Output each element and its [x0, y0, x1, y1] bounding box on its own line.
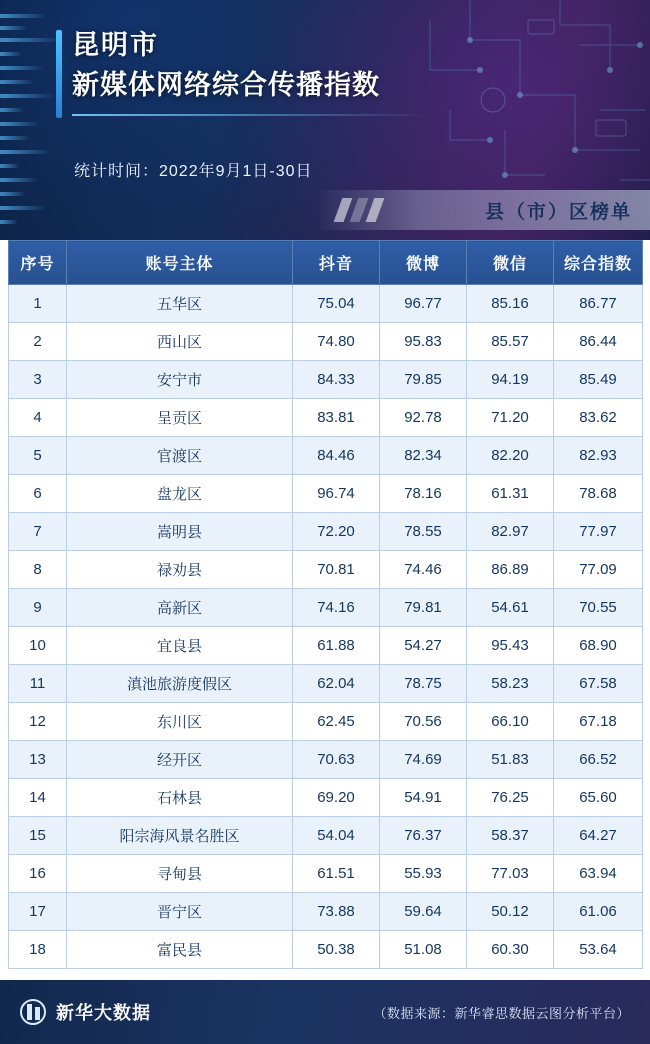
column-header-name: 账号主体	[67, 241, 293, 285]
table-row	[9, 741, 643, 779]
table-row	[9, 931, 643, 969]
cell-weixin: 58.37	[467, 817, 554, 855]
cell-index: 6	[9, 475, 67, 513]
cell-name: 富民县	[67, 931, 293, 969]
cell-weibo: 78.75	[380, 665, 467, 703]
poster-header	[0, 0, 650, 240]
cell-total: 63.94	[554, 855, 643, 893]
cell-weibo: 78.16	[380, 475, 467, 513]
cell-name: 东川区	[67, 703, 293, 741]
cell-name: 官渡区	[67, 437, 293, 475]
cell-name: 五华区	[67, 285, 293, 323]
cell-weibo: 96.77	[380, 285, 467, 323]
cell-weixin: 50.12	[467, 893, 554, 931]
cell-douyin: 70.81	[293, 551, 380, 589]
cell-name: 安宁市	[67, 361, 293, 399]
cell-douyin: 50.38	[293, 931, 380, 969]
column-header-weixin: 微信	[467, 241, 554, 285]
cell-weixin: 60.30	[467, 931, 554, 969]
cell-total: 66.52	[554, 741, 643, 779]
cell-douyin: 83.81	[293, 399, 380, 437]
table-row	[9, 437, 643, 475]
cell-total: 82.93	[554, 437, 643, 475]
cell-name: 盘龙区	[67, 475, 293, 513]
table-row	[9, 285, 643, 323]
cell-weixin: 82.97	[467, 513, 554, 551]
table-row	[9, 703, 643, 741]
cell-weibo: 70.56	[380, 703, 467, 741]
cell-douyin: 73.88	[293, 893, 380, 931]
cell-weixin: 58.23	[467, 665, 554, 703]
rank-banner-label: 县（市）区榜单	[484, 201, 632, 223]
cell-index: 12	[9, 703, 67, 741]
table-row	[9, 627, 643, 665]
cell-weibo: 78.55	[380, 513, 467, 551]
slash-decoration-icon	[338, 198, 380, 222]
table-row	[9, 475, 643, 513]
cell-index: 2	[9, 323, 67, 361]
cell-total: 64.27	[554, 817, 643, 855]
cell-total: 77.09	[554, 551, 643, 589]
column-header-total: 综合指数	[554, 241, 643, 285]
cell-total: 65.60	[554, 779, 643, 817]
cell-total: 86.77	[554, 285, 643, 323]
cell-total: 86.44	[554, 323, 643, 361]
cell-weixin: 61.31	[467, 475, 554, 513]
table-row	[9, 589, 643, 627]
cell-douyin: 96.74	[293, 475, 380, 513]
cell-weixin: 85.16	[467, 285, 554, 323]
column-header-index: 序号	[9, 241, 67, 285]
brand-label: 新华大数据	[56, 1003, 151, 1023]
cell-total: 68.90	[554, 627, 643, 665]
table-row	[9, 817, 643, 855]
cell-weibo: 59.64	[380, 893, 467, 931]
data-source-note: （数据来源：新华睿思数据云图分析平台）	[373, 1005, 630, 1021]
table-row	[9, 665, 643, 703]
cell-name: 呈贡区	[67, 399, 293, 437]
cell-weibo: 51.08	[380, 931, 467, 969]
cell-total: 61.06	[554, 893, 643, 931]
cell-douyin: 84.33	[293, 361, 380, 399]
table-header-row	[9, 241, 643, 285]
column-header-douyin: 抖音	[293, 241, 380, 285]
table-row	[9, 551, 643, 589]
cell-weixin: 95.43	[467, 627, 554, 665]
xinhua-logo-icon	[20, 999, 46, 1025]
title-underline	[72, 114, 432, 116]
cell-name: 石林县	[67, 779, 293, 817]
cell-name: 嵩明县	[67, 513, 293, 551]
cell-douyin: 74.16	[293, 589, 380, 627]
cell-weibo: 76.37	[380, 817, 467, 855]
cell-name: 西山区	[67, 323, 293, 361]
cell-weibo: 95.83	[380, 323, 467, 361]
column-header-weibo: 微博	[380, 241, 467, 285]
cell-weixin: 71.20	[467, 399, 554, 437]
cell-index: 3	[9, 361, 67, 399]
cell-douyin: 61.51	[293, 855, 380, 893]
title-accent-bar	[56, 30, 62, 118]
cell-douyin: 54.04	[293, 817, 380, 855]
cell-douyin: 69.20	[293, 779, 380, 817]
cell-name: 阳宗海风景名胜区	[67, 817, 293, 855]
page-subtitle: 新媒体网络综合传播指数	[72, 70, 380, 101]
cell-weixin: 77.03	[467, 855, 554, 893]
cell-weibo: 54.91	[380, 779, 467, 817]
cell-index: 8	[9, 551, 67, 589]
cell-index: 13	[9, 741, 67, 779]
rank-banner	[320, 190, 650, 230]
cell-name: 禄劝县	[67, 551, 293, 589]
cell-index: 9	[9, 589, 67, 627]
cell-weixin: 66.10	[467, 703, 554, 741]
cell-index: 18	[9, 931, 67, 969]
cell-weixin: 85.57	[467, 323, 554, 361]
cell-index: 11	[9, 665, 67, 703]
cell-douyin: 72.20	[293, 513, 380, 551]
cell-index: 10	[9, 627, 67, 665]
table-row	[9, 361, 643, 399]
cell-name: 滇池旅游度假区	[67, 665, 293, 703]
cell-name: 寻甸县	[67, 855, 293, 893]
cell-weixin: 54.61	[467, 589, 554, 627]
cell-weixin: 82.20	[467, 437, 554, 475]
table-row	[9, 855, 643, 893]
cell-index: 1	[9, 285, 67, 323]
cell-total: 85.49	[554, 361, 643, 399]
cell-index: 15	[9, 817, 67, 855]
cell-total: 77.97	[554, 513, 643, 551]
cell-index: 7	[9, 513, 67, 551]
table-row	[9, 513, 643, 551]
cell-total: 53.64	[554, 931, 643, 969]
page-title: 昆明市	[72, 30, 159, 60]
cell-weixin: 94.19	[467, 361, 554, 399]
cell-douyin: 70.63	[293, 741, 380, 779]
cell-weibo: 74.46	[380, 551, 467, 589]
cell-douyin: 84.46	[293, 437, 380, 475]
header-title-group	[72, 28, 432, 116]
cell-total: 67.18	[554, 703, 643, 741]
cell-total: 83.62	[554, 399, 643, 437]
cell-name: 晋宁区	[67, 893, 293, 931]
table-row	[9, 893, 643, 931]
table-body	[9, 285, 643, 969]
cell-douyin: 62.04	[293, 665, 380, 703]
cell-weibo: 54.27	[380, 627, 467, 665]
cell-douyin: 62.45	[293, 703, 380, 741]
cell-weixin: 51.83	[467, 741, 554, 779]
cell-weibo: 55.93	[380, 855, 467, 893]
statistics-period: 统计时间：2022年9月1日-30日	[74, 163, 313, 180]
cell-weibo: 79.81	[380, 589, 467, 627]
cell-total: 67.58	[554, 665, 643, 703]
ranking-table-wrapper	[8, 240, 642, 969]
poster-footer	[0, 980, 650, 1044]
cell-index: 14	[9, 779, 67, 817]
brand-group	[20, 999, 151, 1025]
table-row	[9, 399, 643, 437]
cell-index: 16	[9, 855, 67, 893]
cell-weibo: 79.85	[380, 361, 467, 399]
cell-douyin: 75.04	[293, 285, 380, 323]
cell-total: 78.68	[554, 475, 643, 513]
cell-name: 高新区	[67, 589, 293, 627]
cell-weixin: 86.89	[467, 551, 554, 589]
cell-weibo: 82.34	[380, 437, 467, 475]
cell-weibo: 92.78	[380, 399, 467, 437]
cell-douyin: 61.88	[293, 627, 380, 665]
cell-total: 70.55	[554, 589, 643, 627]
cell-name: 宜良县	[67, 627, 293, 665]
cell-douyin: 74.80	[293, 323, 380, 361]
cell-weixin: 76.25	[467, 779, 554, 817]
cell-index: 4	[9, 399, 67, 437]
ranking-table	[8, 240, 643, 969]
cell-index: 17	[9, 893, 67, 931]
cell-name: 经开区	[67, 741, 293, 779]
table-row	[9, 779, 643, 817]
table-row	[9, 323, 643, 361]
cell-index: 5	[9, 437, 67, 475]
cell-weibo: 74.69	[380, 741, 467, 779]
